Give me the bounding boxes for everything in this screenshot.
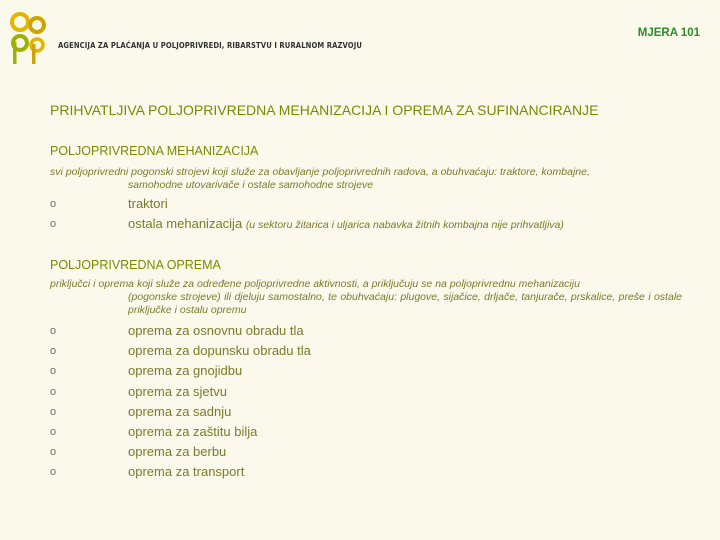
- bullet-marker: o: [50, 425, 57, 438]
- agency-name: AGENCIJA ZA PLAĆANJA U POLJOPRIVREDI, RIBARSTVU I RURALNOM RAZVOJU: [58, 41, 362, 50]
- list-item-text: oprema za transport: [128, 464, 245, 480]
- bullet-marker: o: [50, 198, 57, 210]
- description-line: svi poljoprivredni pogonski strojevi koji služe za obavljanje poljoprivrednih radova, a obuhvaćaju: traktore, kombajne,: [50, 166, 590, 178]
- list-item-note: (u sektoru žitarica i uljarica nabavka žitnih kombajna nije prihvatljiva): [245, 219, 564, 232]
- section-description-mechanization: [50, 166, 682, 192]
- list-item-text: traktori: [128, 196, 168, 211]
- bullet-marker: o: [50, 325, 57, 337]
- section-description-equipment: [50, 278, 682, 317]
- description-continuation: samohodne utovarivače i ostale samohodne strojeve: [128, 179, 374, 191]
- list-item-text: oprema za zaštitu bilja: [128, 423, 258, 439]
- bullet-marker: o: [50, 446, 57, 459]
- measure-label: MJERA 101: [637, 27, 700, 39]
- list-item-label: ostala mehanizacija: [128, 216, 243, 232]
- apprrr-logo: [10, 12, 50, 66]
- bullet-marker: o: [50, 405, 57, 418]
- list-item-text: oprema za dopunsku obradu tla: [128, 343, 311, 359]
- description-continuation: (pogonske strojeve) ili djeluju samostalno, te obuhvaćaju: plugove, sijačice, drljače, tanjurače, prskalice, preše i ostale priključke i ostalu opremu: [128, 291, 682, 316]
- description-line: priključci i oprema koji služe za određene poljoprivredne aktivnosti, a priključuju se na poljoprivrednu mehanizaciju: [50, 278, 580, 290]
- list-item-text: oprema za osnovnu obradu tla: [128, 323, 304, 338]
- list-item-text: oprema za gnojidbu: [128, 363, 243, 379]
- section-title-mechanization: POLJOPRIVREDNA MEHANIZACIJA: [50, 144, 259, 158]
- bullet-marker: o: [50, 345, 57, 358]
- page-title: PRIHVATLJIVA POLJOPRIVREDNA MEHANIZACIJA I OPREMA ZA SUFINANCIRANJE: [50, 102, 599, 118]
- list-item-text: oprema za sjetvu: [128, 383, 227, 399]
- section-title-equipment: POLJOPRIVREDNA OPREMA: [50, 258, 221, 272]
- list-item-text: oprema za berbu: [128, 444, 227, 460]
- bullet-marker: o: [50, 218, 57, 231]
- bullet-marker: o: [50, 466, 57, 479]
- list-item-text: oprema za sadnju: [128, 403, 232, 419]
- bullet-marker: o: [50, 365, 57, 378]
- bullet-marker: o: [50, 385, 57, 398]
- list-item-text: [128, 216, 564, 231]
